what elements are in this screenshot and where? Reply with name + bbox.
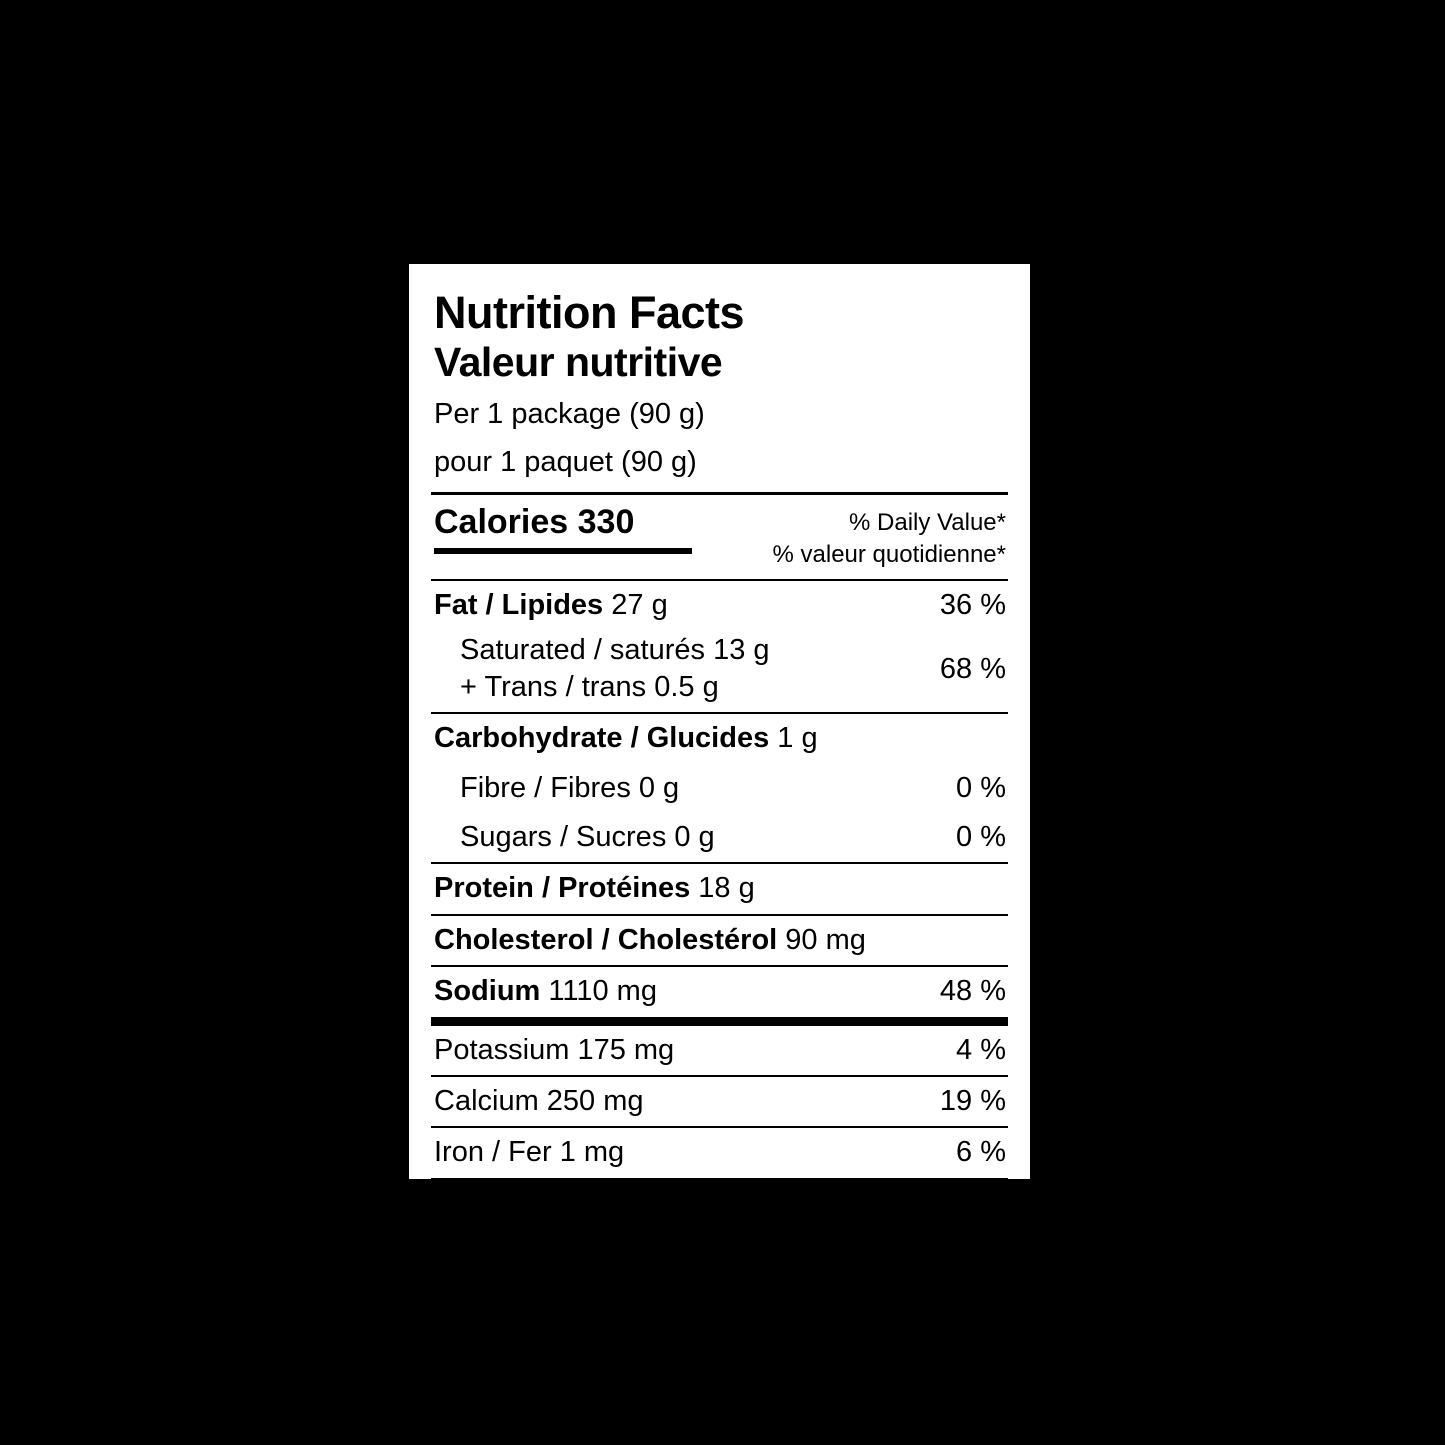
serving-size-french: pour 1 paquet (90 g) [434,446,697,479]
row-carbohydrate-name: Carbohydrate / Glucides [434,722,770,755]
row-saturated-dv: 68 % [939,652,1006,685]
divider-above-footnote [431,1178,1008,1187]
daily-value-header-french: % valeur quotidienne* [772,541,1006,568]
row-sugars-name: Sugars / Sucres 0 g [460,821,715,854]
footnote-en-part1: *5% or less is [435,1198,575,1224]
calories-underline [434,548,692,554]
footnote-fr-part1: *5% ou moins c'est [435,1229,628,1255]
nutrition-facts-panel [409,264,1030,1255]
row-calcium-name: Calcium 250 mg [434,1084,644,1117]
panel-title-french: Valeur nutritive [434,339,723,386]
footnote-fr-bold1: peu [627,1229,667,1255]
row-protein [431,864,1008,913]
daily-value-header-english: % Daily Value* [849,509,1006,537]
row-sugars [431,813,1008,862]
divider-above-micronutrients [431,1017,1008,1026]
row-potassium-dv: 4 % [956,1033,1006,1066]
row-potassium-name: Potassium 175 mg [434,1033,675,1066]
row-carbohydrate [431,714,1008,763]
footnote-french [435,1227,1006,1258]
footnote-fr-bold2: beaucoup [856,1229,961,1255]
row-sodium-dv: 48 % [939,975,1006,1008]
footnote-en-bold1: a little [574,1198,638,1224]
footnote-english [435,1196,1006,1227]
row-saturated-name: Saturated / saturés 13 g [460,634,770,667]
row-fibre-name: Fibre / Fibres 0 g [460,771,680,804]
row-cholesterol [431,916,1008,965]
row-trans-name: + Trans / trans 0.5 g [460,671,719,704]
footnote-en-bold2: a lot [804,1198,850,1224]
row-iron [431,1128,1008,1177]
row-fat-name: Fat / Lipides [434,588,604,621]
row-fibre-dv: 0 % [956,771,1006,804]
panel-title-english: Nutrition Facts [434,287,745,338]
row-fat-dv: 36 % [939,588,1006,621]
row-fibre [431,764,1008,813]
row-cholesterol-name: Cholesterol / Cholestérol [434,923,778,956]
calories-value: Calories 330 [434,503,635,542]
footnote-block [431,1187,1008,1258]
footnote-en-part2: , 15% or more is [637,1198,805,1224]
footnote-fr-part2: , 15% ou plus c'est [666,1229,857,1255]
nutrition-facts-inner [431,288,1008,1258]
row-sodium-name: Sodium [434,975,541,1008]
row-fat-amount: 27 g [611,588,668,621]
row-calcium [431,1077,1008,1126]
row-fat-subgroup [431,630,1008,712]
row-sodium-amount: 1110 mg [548,975,657,1008]
row-calcium-dv: 19 % [939,1084,1006,1117]
row-iron-name: Iron / Fer 1 mg [434,1136,625,1169]
row-fat [431,581,1008,630]
row-sugars-dv: 0 % [956,821,1006,854]
row-protein-name: Protein / Protéines [434,872,691,905]
row-cholesterol-amount: 90 mg [785,923,866,956]
row-sodium [431,967,1008,1016]
daily-value-header [773,501,1007,570]
row-protein-amount: 18 g [698,872,755,905]
row-iron-dv: 6 % [956,1136,1006,1169]
serving-size-english: Per 1 package (90 g) [434,398,705,431]
row-carbohydrate-amount: 1 g [777,722,818,755]
row-potassium [431,1026,1008,1075]
calories-block [431,495,1008,570]
